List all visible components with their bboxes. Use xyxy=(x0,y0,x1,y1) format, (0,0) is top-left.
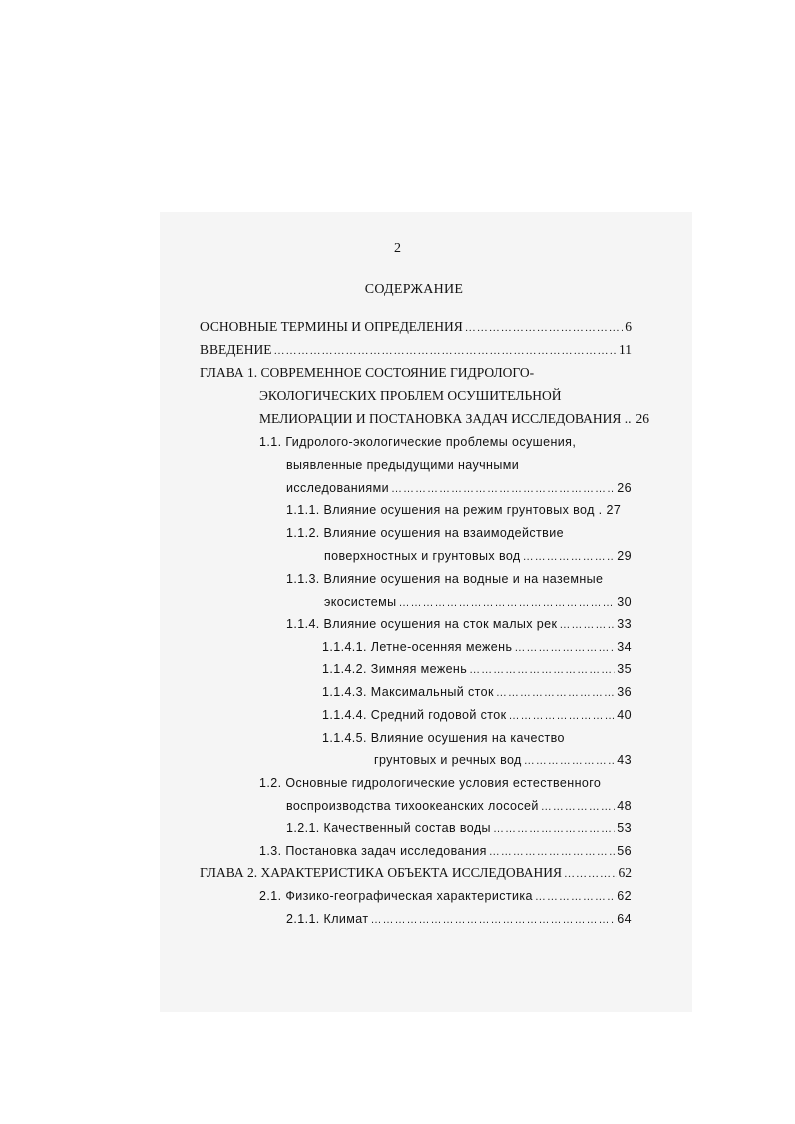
toc-entry-page: 29 xyxy=(617,549,632,563)
toc-entry-page: 6 xyxy=(625,319,632,334)
toc-entry-text: 1.1. Гидролого-экологические проблемы осушения, xyxy=(259,435,577,449)
toc-leader-dots xyxy=(523,548,616,566)
toc-entry-text: 1.1.4. Влияние осушения на сток малых рек xyxy=(286,617,558,631)
toc-entry-text: 2.1.1. Климат xyxy=(286,912,369,926)
toc-entry xyxy=(322,729,565,747)
toc-entry-text: поверхностных и грунтовых вод xyxy=(324,549,521,563)
toc-entry xyxy=(259,842,632,860)
toc-leader-dots xyxy=(514,639,615,657)
toc-entry-text: 1.1.2. Влияние осушения на взаимодействие xyxy=(286,526,564,540)
toc-entry-page: 34 xyxy=(617,640,632,654)
toc-entry-page: 33 xyxy=(617,617,632,631)
toc-entry xyxy=(259,887,632,905)
toc-entry-text: ОСНОВНЫЕ ТЕРМИНЫ И ОПРЕДЕЛЕНИЯ xyxy=(200,319,463,334)
toc-entry-page: 26 xyxy=(617,481,632,495)
toc-entry-text: ЭКОЛОГИЧЕСКИХ ПРОБЛЕМ ОСУШИТЕЛЬНОЙ xyxy=(259,388,562,403)
toc-entry-text: ГЛАВА 2. ХАРАКТЕРИСТИКА ОБЪЕКТА ИССЛЕДОВАНИЯ xyxy=(200,865,563,880)
toc-entry-text: ГЛАВА 1. СОВРЕМЕННОЕ СОСТОЯНИЕ ГИДРОЛОГО- xyxy=(200,365,535,380)
toc-entry-page: 40 xyxy=(617,708,632,722)
toc-entry-text: 1.1.4.2. Зимняя межень xyxy=(322,662,468,676)
toc-entry-continuation xyxy=(374,751,632,769)
toc-entry-continuation xyxy=(259,410,650,428)
toc-entry-text: МЕЛИОРАЦИИ И ПОСТАНОВКА ЗАДАЧ ИССЛЕДОВАНИЯ .. xyxy=(259,411,632,426)
toc-entry xyxy=(286,615,632,633)
toc-leader-dots xyxy=(465,319,623,337)
toc-entry-text: ВВЕДЕНИЕ xyxy=(200,342,272,357)
toc-entry xyxy=(322,638,632,656)
toc-entry xyxy=(286,910,632,928)
toc-entry xyxy=(200,864,632,882)
toc-entry xyxy=(286,819,632,837)
page-number: 2 xyxy=(394,241,401,256)
toc-entry xyxy=(259,774,601,792)
toc-entry xyxy=(200,364,534,382)
toc-entry-text: исследованиями xyxy=(286,481,389,495)
toc-leader-dots xyxy=(391,480,615,498)
toc-entry xyxy=(259,433,576,451)
toc-entry-text: выявленные предыдущими научными xyxy=(286,458,520,472)
toc-leader-dots xyxy=(559,616,615,634)
toc-entry-continuation xyxy=(286,456,519,474)
toc-entry-page: 53 xyxy=(617,821,632,835)
toc-entry-page: 48 xyxy=(617,799,632,813)
toc-entry-page: 30 xyxy=(617,595,632,609)
toc-leader-dots xyxy=(524,752,616,770)
toc-leader-dots xyxy=(399,594,616,612)
toc-entry-page: 62 xyxy=(618,865,632,880)
toc-entry-text: 1.1.4.3. Максимальный сток xyxy=(322,685,494,699)
toc-entry-text: 1.2.1. Качественный состав воды xyxy=(286,821,491,835)
toc-leader-dots xyxy=(493,820,615,838)
toc-entry-page: 27 xyxy=(606,503,622,517)
toc-entry-text: 1.1.4.5. Влияние осушения на качество xyxy=(322,731,565,745)
toc-leader-dots xyxy=(469,661,615,679)
toc-entry-text: воспроизводства тихоокеанских лососей xyxy=(286,799,539,813)
toc-entry xyxy=(322,706,632,724)
toc-entry-page: 11 xyxy=(619,342,632,357)
toc-entry xyxy=(286,524,564,542)
toc-heading: СОДЕРЖАНИЕ xyxy=(364,282,464,297)
toc-entry-page: 26 xyxy=(635,411,650,426)
toc-leader-dots xyxy=(564,865,616,883)
toc-entry-page: 36 xyxy=(617,685,632,699)
toc-leader-dots xyxy=(508,707,615,725)
toc-entry-page: 62 xyxy=(617,889,632,903)
toc-entry xyxy=(322,683,632,701)
toc-leader-dots xyxy=(496,684,615,702)
toc-entry xyxy=(286,570,603,588)
toc-entry-text: 1.2. Основные гидрологические условия естественного xyxy=(259,776,602,790)
toc-entry-continuation xyxy=(324,593,632,611)
toc-leader-dots xyxy=(541,798,616,816)
toc-entry-text: 1.1.4.4. Средний годовой сток xyxy=(322,708,507,722)
toc-leader-dots xyxy=(489,843,616,861)
toc-entry xyxy=(286,501,632,519)
toc-entry-page: 35 xyxy=(617,662,632,676)
toc-entry-continuation xyxy=(324,547,632,565)
toc-entry-text: грунтовых и речных вод xyxy=(374,753,522,767)
toc-entry-text: 1.1.3. Влияние осушения на водные и на наземные xyxy=(286,572,604,586)
toc-entry-continuation xyxy=(286,479,632,497)
toc-entry-continuation xyxy=(259,387,562,405)
toc-entry-text: 2.1. Физико-географическая характеристика xyxy=(259,889,533,903)
toc-entry-text: 1.1.4.1. Летне-осенняя межень xyxy=(322,640,513,654)
toc-entry-page: 43 xyxy=(617,753,632,767)
toc-entry-text: 1.3. Постановка задач исследования xyxy=(259,844,487,858)
toc-entry xyxy=(322,660,632,678)
toc-entry-text: экосистемы xyxy=(324,595,397,609)
toc-entry xyxy=(200,318,632,336)
toc-entry xyxy=(200,341,632,359)
toc-entry-text: 1.1.1. Влияние осушения на режим грунтовых вод . xyxy=(286,503,603,517)
toc-leader-dots xyxy=(535,888,615,906)
toc-leader-dots xyxy=(371,911,616,929)
toc-leader-dots xyxy=(273,342,617,360)
toc-entry-page: 64 xyxy=(617,912,632,926)
toc-entry-page: 56 xyxy=(617,844,632,858)
toc-entry-continuation xyxy=(286,797,632,815)
